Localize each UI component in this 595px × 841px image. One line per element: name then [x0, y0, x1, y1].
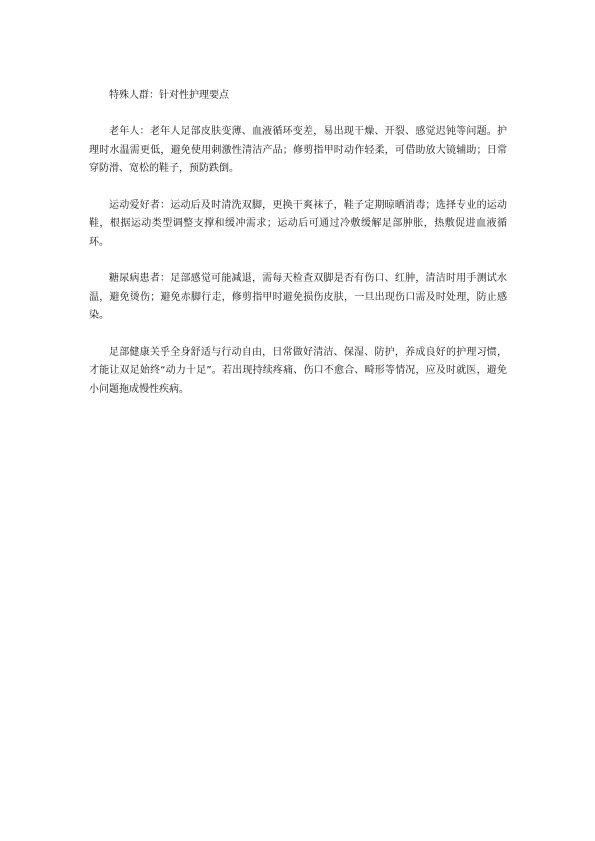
paragraph-diabetics: 糖尿病患者：足部感觉可能减退，需每天检查双脚是否有伤口、红肿，清洁时用手测试水温，避免烫伤；避免赤脚行走，修剪指甲时避免损伤皮肤，一旦出现伤口需及时处理，防止感染。 — [89, 273, 507, 321]
section-heading: 特殊人群：针对性护理要点 — [109, 90, 229, 101]
paragraph-athletes: 运动爱好者：运动后及时清洗双脚，更换干爽袜子，鞋子定期晾晒消毒；选择专业的运动鞋，根据运动类型调整支撑和缓冲需求；运动后可通过冷敷缓解足部肿胀，热敷促进血液循环。 — [89, 199, 507, 248]
paragraph-conclusion: 足部健康关乎全身舒适与行动自由，日常做好清洁、保湿、防护，养成良好的护理习惯，才能让双足始终“动力十足”。若出现持续疼痛、伤口不愈合、畸形等情况，应及时就医，避免小问题拖成慢性疾病。 — [89, 346, 507, 395]
paragraph-elderly: 老年人：老年人足部皮肤变薄、血液循环变差，易出现干燥、开裂、感觉迟钝等问题。护理时水温需更低，避免使用刺激性清洁产品；修剪指甲时动作轻柔，可借助放大镜辅助；日常穿防滑、宽松的鞋子，预防跌倒。 — [89, 126, 507, 174]
document-body — [89, 87, 507, 417]
